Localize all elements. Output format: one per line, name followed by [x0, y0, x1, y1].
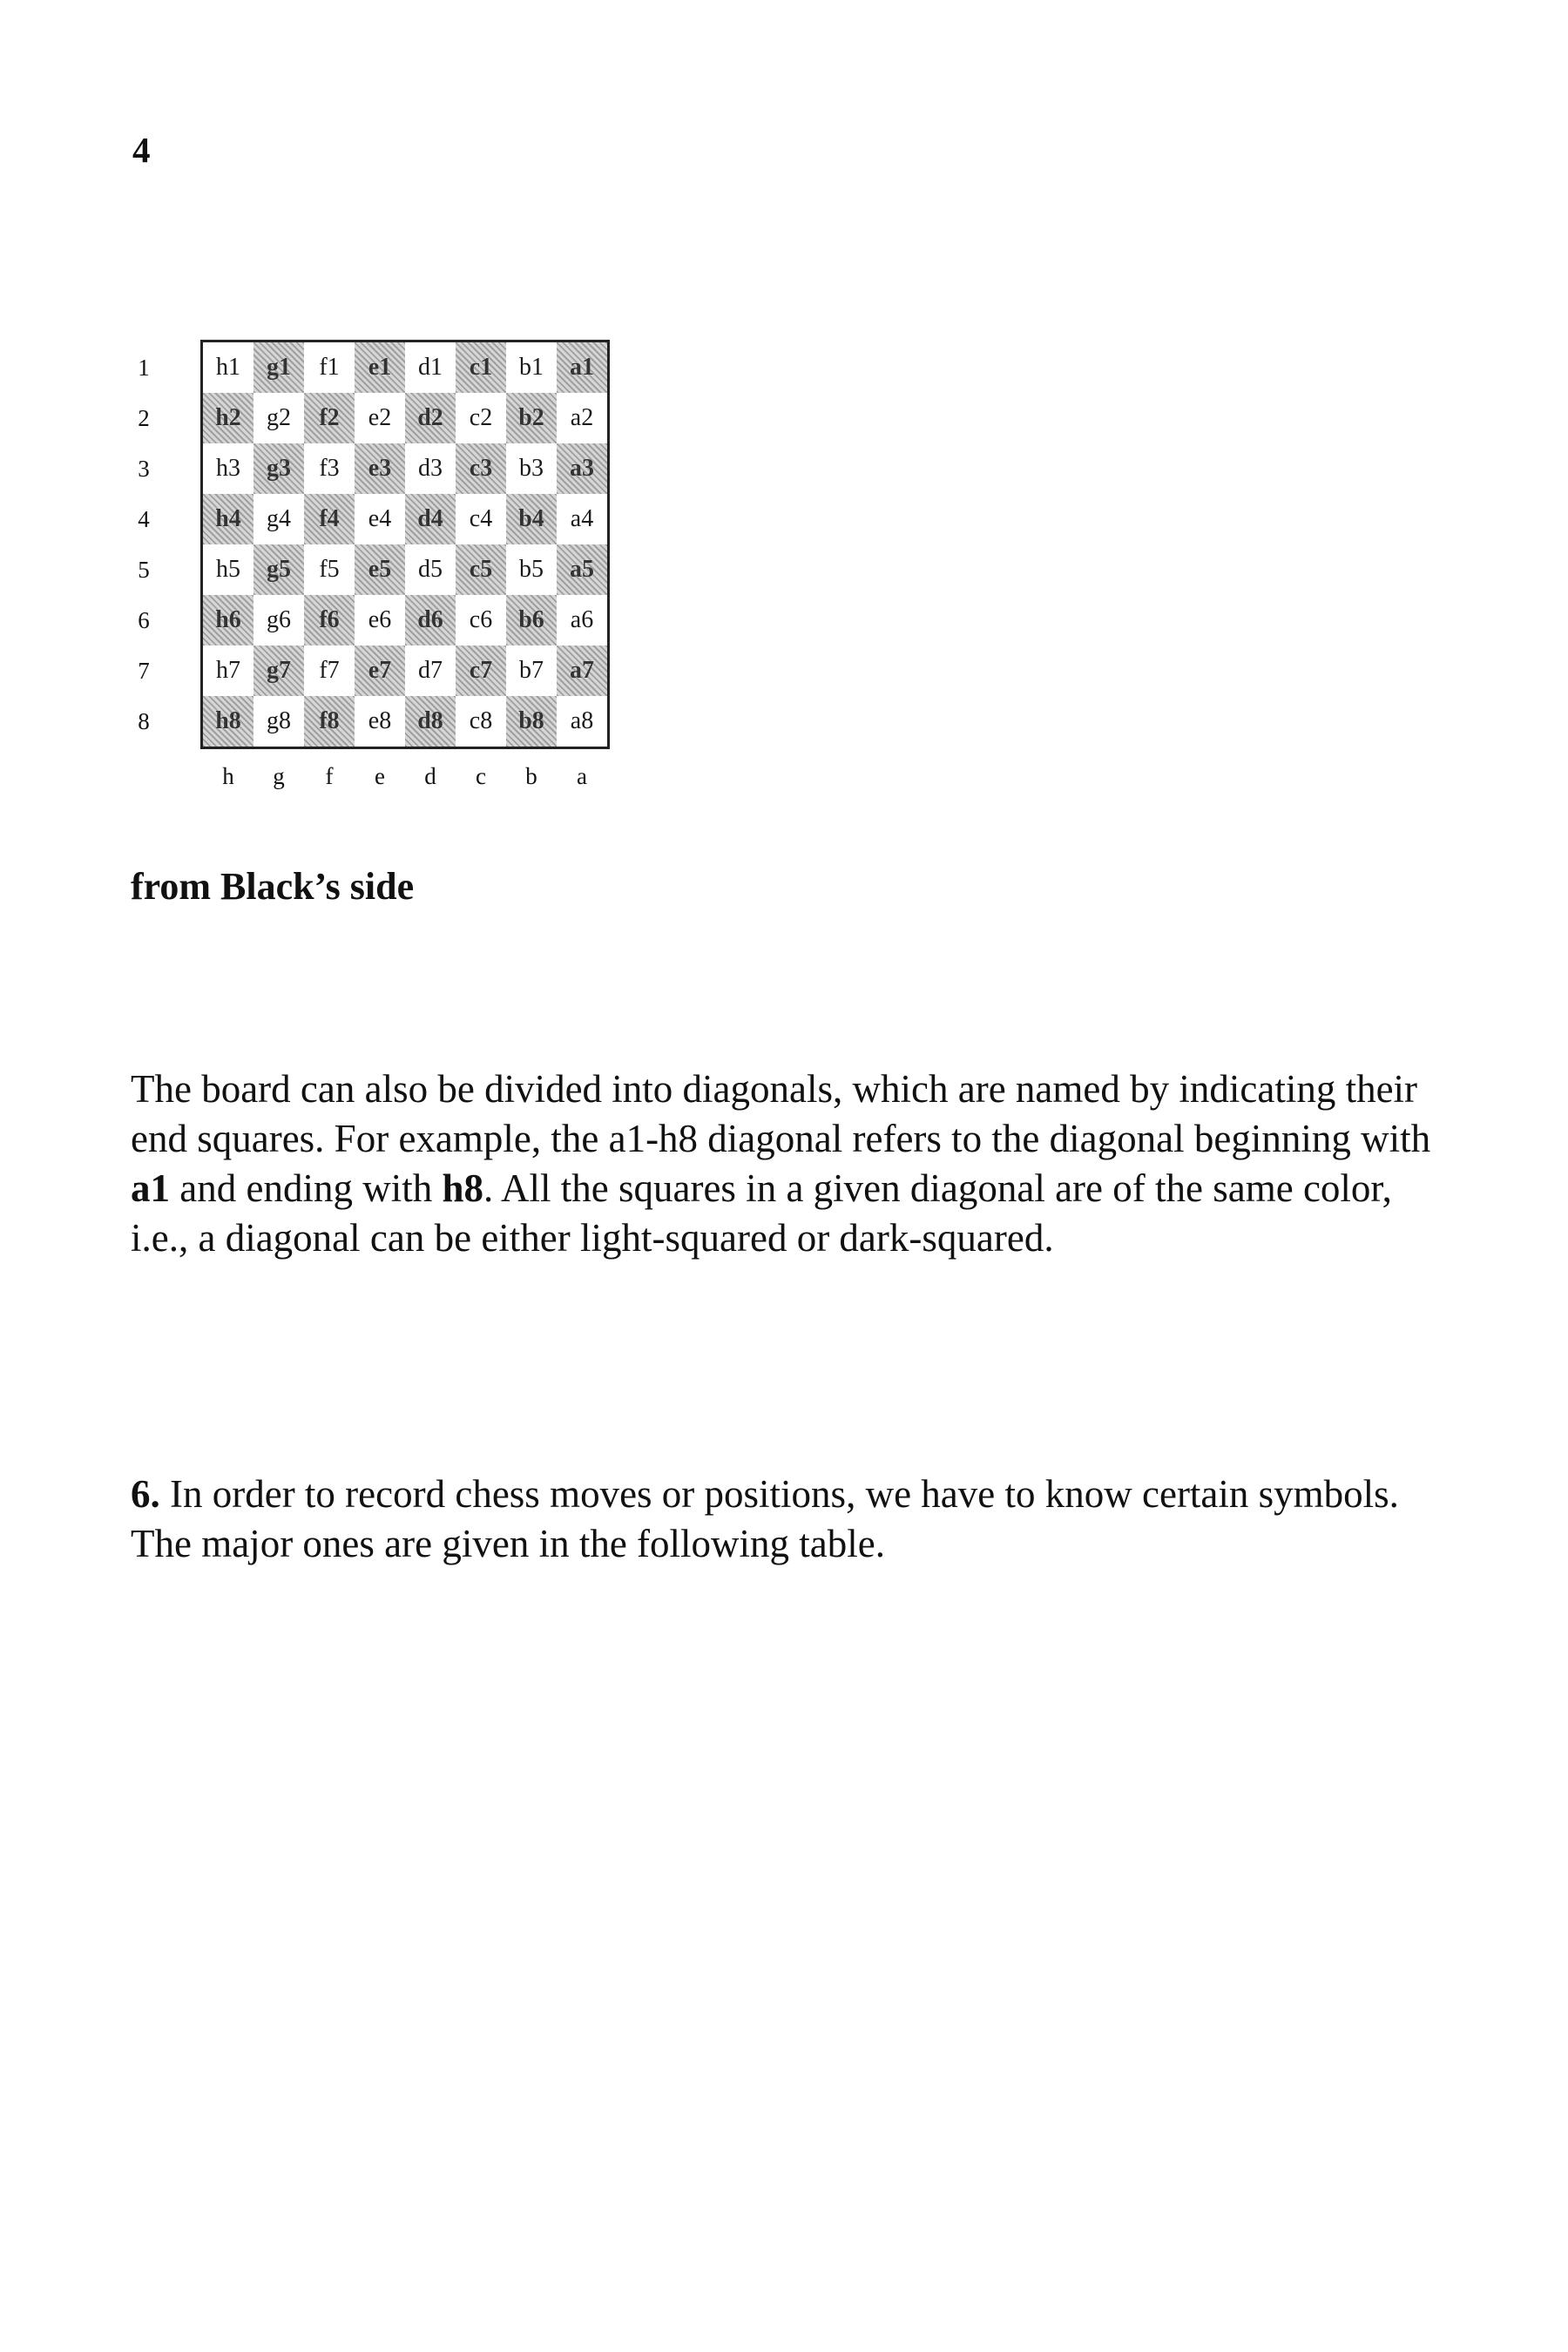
square-label: b7	[519, 657, 544, 684]
square-label: c7	[469, 657, 493, 684]
square-label: a7	[570, 657, 594, 684]
figure-caption: from Black’s side	[131, 865, 415, 908]
square-label: b1	[519, 354, 544, 381]
board-square	[557, 544, 607, 595]
board-square	[355, 393, 405, 443]
board-square	[557, 342, 607, 393]
file-labels	[200, 765, 610, 794]
square-label: g8	[267, 707, 291, 734]
square-label: a3	[570, 455, 594, 482]
paragraph-symbols	[131, 1470, 1455, 1569]
board-square	[456, 544, 506, 595]
square-label: e1	[368, 354, 392, 381]
square-label: d2	[417, 404, 443, 431]
board-square	[456, 342, 506, 393]
square-label: e5	[368, 556, 392, 583]
board-square	[304, 696, 355, 747]
board-square	[405, 494, 456, 544]
board-square	[456, 645, 506, 696]
paragraph-text: In order to record chess moves or positions, we have to know certain symbols. The major ones are given in the following table.	[131, 1472, 1399, 1565]
board-square	[355, 494, 405, 544]
board-square	[304, 494, 355, 544]
board-square	[304, 393, 355, 443]
paragraph-diagonals	[131, 1064, 1455, 1263]
board-square	[203, 544, 253, 595]
board-square	[304, 544, 355, 595]
board-square	[304, 342, 355, 393]
board-square	[506, 443, 557, 494]
square-label: g3	[267, 455, 291, 482]
board-square	[557, 494, 607, 544]
board-square	[203, 645, 253, 696]
square-label: h8	[215, 707, 241, 734]
square-label: a1	[570, 354, 594, 381]
board-square	[405, 544, 456, 595]
page-number: 4	[132, 130, 151, 170]
file-label: g	[273, 763, 285, 789]
square-label: b5	[519, 556, 544, 583]
board-square	[405, 342, 456, 393]
board-square	[203, 443, 253, 494]
board-square	[253, 645, 304, 696]
board-square	[355, 544, 405, 595]
board-square	[203, 595, 253, 645]
paragraph-text: The board can also be divided into diagonals, which are named by indicating their end squares. For example, the a1-h8 diagonal refers to the diagonal beginning with	[131, 1067, 1431, 1160]
file-label: b	[525, 763, 537, 789]
square-label: h6	[215, 606, 241, 633]
board-square	[253, 696, 304, 747]
board-square	[253, 342, 304, 393]
board-square	[304, 443, 355, 494]
square-label: h1	[216, 354, 240, 381]
board-square	[253, 393, 304, 443]
square-label: a6	[570, 606, 594, 633]
square-label: c8	[469, 707, 493, 734]
square-label: c2	[469, 404, 493, 431]
square-label: e2	[368, 404, 392, 431]
board-square	[405, 696, 456, 747]
rank-label: 4	[138, 506, 150, 532]
square-label: a8	[570, 707, 594, 734]
board-square	[203, 393, 253, 443]
square-label: d4	[417, 505, 443, 532]
board-square	[456, 696, 506, 747]
board-square	[506, 595, 557, 645]
board-square	[557, 443, 607, 494]
square-label: h3	[216, 455, 240, 482]
board-square	[355, 342, 405, 393]
bold-square-h8: h8	[442, 1166, 483, 1210]
board-square	[456, 494, 506, 544]
board-square	[557, 645, 607, 696]
square-label: d3	[418, 455, 443, 482]
board-square	[405, 595, 456, 645]
square-label: h2	[215, 404, 241, 431]
board-square	[304, 595, 355, 645]
board-square	[506, 696, 557, 747]
file-label: c	[476, 763, 486, 789]
square-label: b3	[519, 455, 544, 482]
file-label: e	[375, 763, 385, 789]
chessboard-figure	[131, 340, 618, 810]
square-label: a4	[570, 505, 594, 532]
square-label: c3	[469, 455, 493, 482]
board-square	[506, 342, 557, 393]
square-label: g1	[267, 354, 291, 381]
chessboard	[200, 340, 610, 749]
square-label: g2	[267, 404, 291, 431]
file-label: f	[325, 763, 334, 789]
square-label: c1	[469, 354, 493, 381]
board-square	[506, 645, 557, 696]
board-square	[405, 645, 456, 696]
square-label: f3	[319, 455, 340, 482]
board-square	[253, 443, 304, 494]
file-label: d	[424, 763, 436, 789]
square-label: f4	[319, 505, 340, 532]
board-square	[203, 696, 253, 747]
board-square	[405, 393, 456, 443]
square-label: d1	[418, 354, 443, 381]
square-label: c6	[469, 606, 493, 633]
square-label: b6	[518, 606, 544, 633]
square-label: a2	[570, 404, 594, 431]
rank-label: 5	[138, 557, 150, 583]
square-label: f6	[319, 606, 340, 633]
board-square	[355, 443, 405, 494]
square-label: d5	[418, 556, 443, 583]
rank-label: 1	[138, 355, 150, 381]
bold-square-a1: a1	[131, 1166, 170, 1210]
board-square	[456, 595, 506, 645]
square-label: g7	[267, 657, 291, 684]
board-square	[253, 494, 304, 544]
board-square	[557, 393, 607, 443]
square-label: h7	[216, 657, 240, 684]
board-square	[203, 342, 253, 393]
board-square	[506, 393, 557, 443]
rank-label: 2	[138, 405, 150, 431]
rank-label: 8	[138, 708, 150, 734]
board-square	[355, 595, 405, 645]
square-label: g6	[267, 606, 291, 633]
board-square	[203, 494, 253, 544]
board-square	[304, 645, 355, 696]
square-label: h5	[216, 556, 240, 583]
paragraph-text: and ending with	[170, 1166, 443, 1210]
square-label: f8	[319, 707, 340, 734]
board-square	[456, 443, 506, 494]
square-label: e3	[368, 455, 392, 482]
board-square	[506, 544, 557, 595]
square-label: f7	[319, 657, 340, 684]
rank-label: 6	[138, 607, 150, 633]
board-square	[557, 696, 607, 747]
board-square	[405, 443, 456, 494]
square-label: b4	[518, 505, 544, 532]
square-label: d8	[417, 707, 443, 734]
paragraph-text: . All the squares in a given diagonal are of the same color, i.e., a diagonal can be either light-squared or dark-squared.	[131, 1166, 1392, 1260]
square-label: h4	[215, 505, 241, 532]
square-label: e8	[368, 707, 392, 734]
square-label: b2	[518, 404, 544, 431]
square-label: f1	[319, 354, 340, 381]
square-label: e7	[368, 657, 392, 684]
square-label: f5	[319, 556, 340, 583]
board-square	[253, 595, 304, 645]
section-number: 6.	[131, 1472, 160, 1516]
rank-labels	[131, 340, 157, 753]
square-label: b8	[518, 707, 544, 734]
square-label: c5	[469, 556, 493, 583]
square-label: f2	[319, 404, 340, 431]
file-label: h	[222, 763, 234, 789]
board-square	[253, 544, 304, 595]
board-square	[355, 696, 405, 747]
square-label: c4	[469, 505, 493, 532]
square-label: e4	[368, 505, 392, 532]
board-square	[355, 645, 405, 696]
board-square	[456, 393, 506, 443]
square-label: e6	[368, 606, 392, 633]
rank-label: 3	[138, 456, 150, 482]
square-label: g5	[267, 556, 291, 583]
rank-label: 7	[138, 658, 150, 684]
square-label: g4	[267, 505, 291, 532]
board-square	[557, 595, 607, 645]
square-label: d6	[417, 606, 443, 633]
square-label: d7	[418, 657, 443, 684]
square-label: a5	[570, 556, 594, 583]
board-square	[506, 494, 557, 544]
file-label: a	[577, 763, 587, 789]
